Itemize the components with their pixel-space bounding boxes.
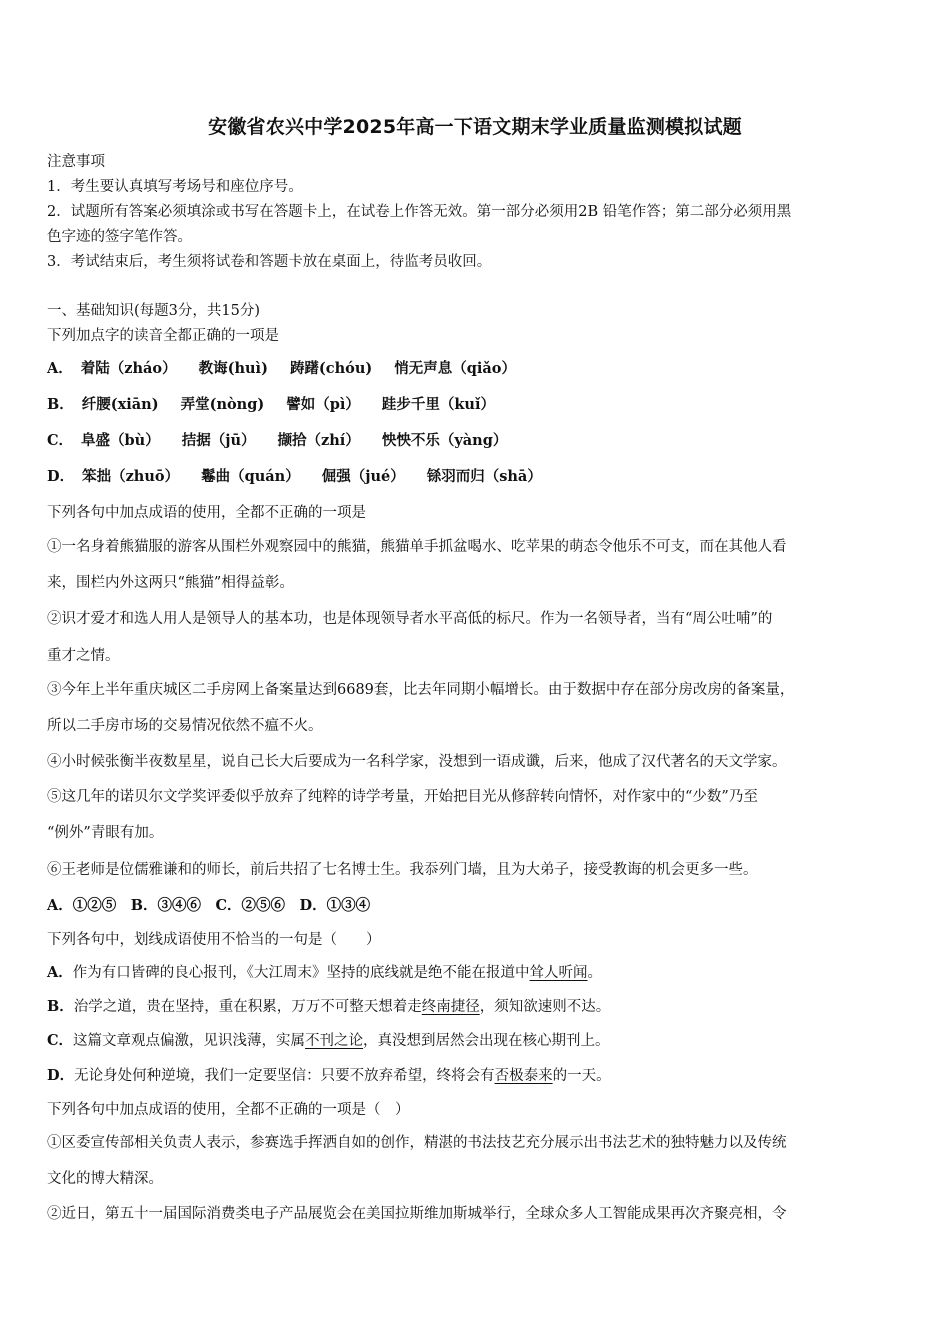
- notice-item: 2．试题所有答案必须填涂或书写在答题卡上，在试卷上作答无效。第一部分必须用2B 铅笔作答；第二部分必须用黑: [47, 204, 792, 220]
- option-item: 跬步千里（kuǐ）: [381, 396, 495, 413]
- option-item: 踌躇(chóu): [289, 360, 373, 377]
- option-label: D．: [47, 1067, 75, 1084]
- question-2-line: ②识才爱才和选人用人是领导人的基本功，也是体现领导者水平高低的标尺。作为一名领导者，当有“周公吐哺”的: [47, 611, 773, 627]
- option-item: 阜盛（bù）: [81, 432, 160, 449]
- option-item: 弄堂(nòng): [180, 396, 265, 413]
- option-item: 纤腰(xiān): [81, 396, 159, 413]
- question-3-stem: 下列各句中，划线成语使用不恰当的一句是（ ）: [47, 932, 381, 948]
- question-2-line: “例外”青眼有加。: [47, 825, 164, 841]
- page-title: 安徽省农兴中学2025年高一下语文期末学业质量监测模拟试题: [208, 116, 742, 138]
- question-1-option-c: [47, 431, 529, 451]
- question-2-line: ①一名身着熊猫服的游客从围栏外观察园中的熊猫，熊猫单手抓盆喝水、吃苹果的萌态令他乐不可支，而在其他人看: [47, 539, 787, 555]
- option-label: C．: [47, 1032, 74, 1049]
- question-2-line: ④小时候张衡半夜数星星，说自己长大后要成为一名科学家，没想到一语成谶，后来，他成了汉代著名的天文学家。: [47, 754, 787, 770]
- question-2-line: 来，围栏内外这两只“熊猫”相得益彰。: [47, 575, 294, 591]
- option-label: C．: [47, 432, 74, 449]
- underlined-idiom: 否极泰来: [494, 1068, 553, 1084]
- option-item: 教诲(huì): [198, 360, 268, 377]
- option-item: 鬈曲（quán）: [201, 468, 300, 485]
- question-2-line: ⑤这几年的诺贝尔文学奖评委似乎放弃了纯粹的诗学考量，开始把目光从修辞转向情怀，对作家中的“少数”乃至: [47, 789, 758, 805]
- option-item: 倔强（jué）: [321, 468, 405, 485]
- question-1-option-a: [47, 359, 538, 379]
- option-item: 悄无声息（qiǎo）: [394, 360, 516, 377]
- question-3-option-c: [47, 1031, 610, 1051]
- option-label: D．: [47, 468, 75, 485]
- question-2-choices: A．①②⑤ B．③④⑥ C．②⑤⑥ D．①③④: [47, 897, 371, 914]
- underlined-idiom: 不刊之论: [305, 1033, 364, 1049]
- question-2-line: ③今年上半年重庆城区二手房网上备案量达到6689套，比去年同期小幅增长。由于数据中存在部分房改房的备案量，: [47, 682, 795, 698]
- option-text: 的一天。: [552, 1068, 611, 1084]
- option-text: ，真没想到居然会出现在核心期刊上。: [363, 1033, 610, 1049]
- option-item: 笨拙（zhuō）: [82, 468, 180, 485]
- option-text: 这篇文章观点偏激，见识浅薄，实属: [73, 1033, 306, 1049]
- notice-heading: 注意事项: [47, 154, 105, 170]
- notice-item: 3．考试结束后，考生须将试卷和答题卡放在桌面上，待监考员收回。: [47, 254, 492, 270]
- option-item: 譬如（pì）: [286, 396, 360, 413]
- question-1-option-d: [47, 467, 564, 487]
- notice-item: 1．考生要认真填写考场号和座位序号。: [47, 179, 303, 195]
- question-4-line: ①区委宣传部相关负责人表示，参赛选手挥洒自如的创作，精湛的书法技艺充分展示出书法艺术的独特魅力以及传统: [47, 1135, 787, 1151]
- option-label: A．: [47, 964, 73, 981]
- option-label: B．: [47, 998, 74, 1015]
- section-heading: 一、基础知识(每题3分，共15分): [47, 303, 260, 319]
- option-item: 怏怏不乐（yàng）: [381, 432, 508, 449]
- underlined-idiom: 终南捷径: [421, 999, 480, 1015]
- option-label: A．: [47, 360, 73, 377]
- question-4-stem: 下列各句中加点成语的使用，全都不正确的一项是（ ）: [47, 1102, 410, 1118]
- option-item: 拮据（jū）: [181, 432, 256, 449]
- question-4-line: ②近日，第五十一届国际消费类电子产品展览会在美国拉斯维加斯城举行，全球众多人工智能成果再次齐聚亮相，令: [47, 1206, 787, 1222]
- option-text: 治学之道，贵在坚持，重在积累，万万不可整天想着走: [73, 999, 422, 1015]
- option-text: 作为有口皆碑的良心报刊，《大江周末》坚持的底线就是绝不能在报道中: [72, 965, 530, 981]
- question-2-line: ⑥王老师是位儒雅谦和的师长，前后共招了七名博士生。我忝列门墙，且为大弟子，接受教诲的机会更多一些。: [47, 862, 758, 878]
- option-text: 。: [587, 965, 603, 981]
- underlined-idiom: 耸人听闻: [529, 965, 588, 981]
- option-text: ，须知欲速则不达。: [479, 999, 611, 1015]
- question-2-stem: 下列各句中加点成语的使用，全都不正确的一项是: [47, 505, 366, 521]
- option-label: B．: [47, 396, 74, 413]
- option-item: 撷拾（zhí）: [277, 432, 360, 449]
- option-text: 无论身处何种逆境，我们一定要坚信：只要不放弃希望，终将会有: [74, 1068, 495, 1084]
- option-item: 着陆（zháo）: [80, 360, 177, 377]
- question-3-option-b: [47, 997, 610, 1017]
- question-4-line: 文化的博大精深。: [47, 1171, 163, 1187]
- question-3-option-d: [47, 1066, 611, 1086]
- option-item: 铩羽而归（shā）: [426, 468, 542, 485]
- question-1-option-b: [47, 395, 517, 415]
- question-3-option-a: [47, 963, 602, 983]
- notice-item: 色字迹的签字笔作答。: [47, 229, 192, 245]
- question-1-stem: 下列加点字的读音全都正确的一项是: [47, 328, 279, 344]
- question-2-line: 重才之情。: [47, 648, 120, 664]
- question-2-line: 所以二手房市场的交易情况依然不瘟不火。: [47, 718, 323, 734]
